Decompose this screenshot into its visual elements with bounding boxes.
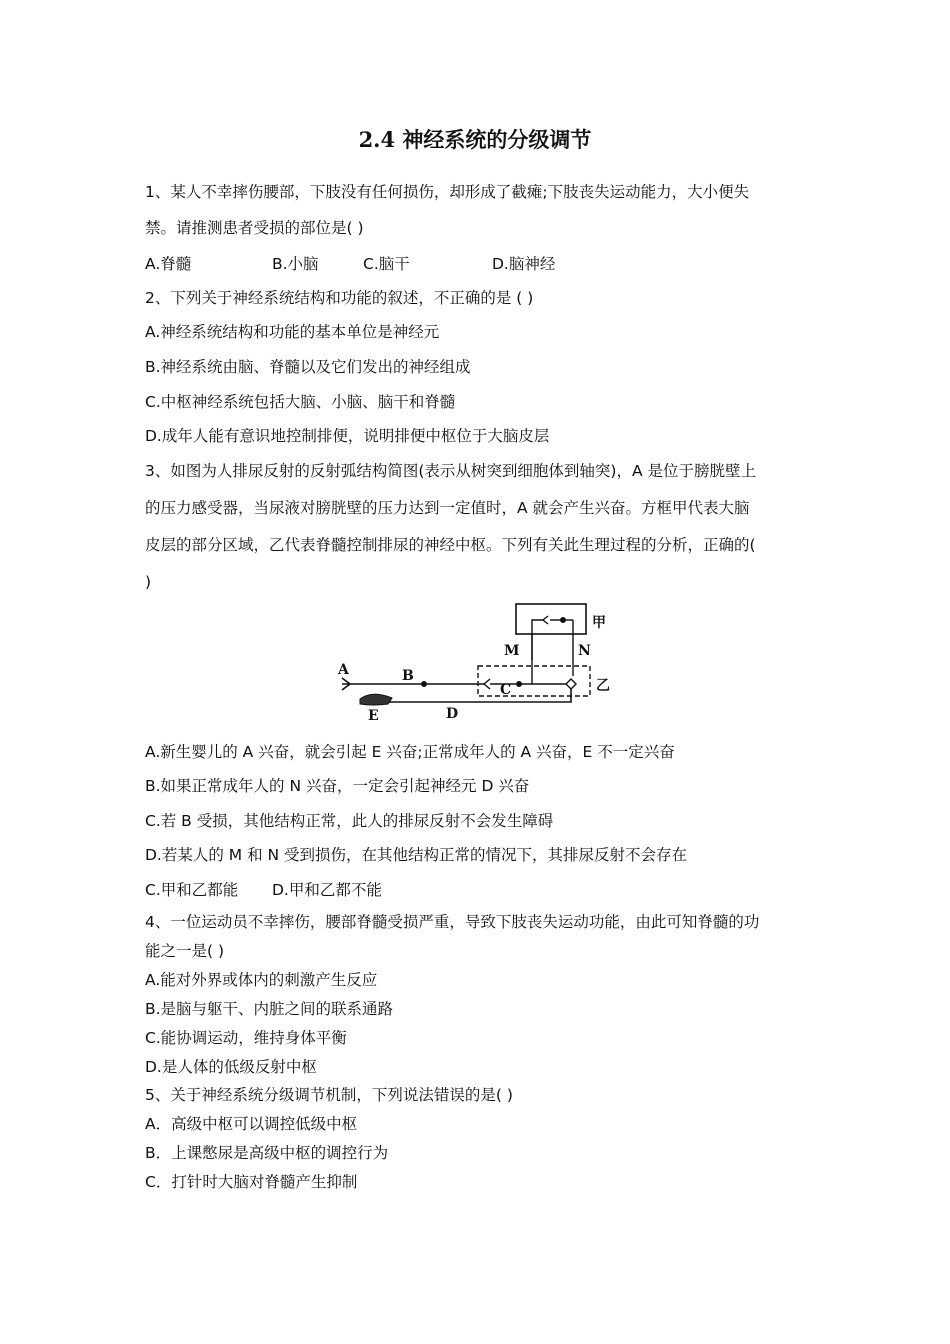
q5-stem: 5、关于神经系统分级调节机制，下列说法错误的是( ) [145,1086,513,1104]
box-jia [516,604,586,634]
label-e: E [368,708,379,724]
q2-option-b: B.神经系统由脑、脊髓以及它们发出的神经组成 [145,358,471,376]
q4-option-b: B.是脑与躯干、内脏之间的联系通路 [145,1000,394,1018]
q4-option-d: D.是人体的低级反射中枢 [145,1058,317,1076]
q2-stem: 2、下列关于神经系统结构和功能的叙述，不正确的是 ( ) [145,289,534,307]
label-jia: 甲 [592,615,606,631]
q1-option-c: C.脑干 [363,255,410,273]
q2-option-a: A.神经系统结构和功能的基本单位是神经元 [145,323,440,341]
synapse-c [484,679,490,689]
label-m: M [504,643,520,659]
q5-option-c: C．打针时大脑对脊髓产生抑制 [145,1173,358,1191]
label-n: N [578,643,591,659]
q3-stem-line1: 3、如图为人排尿反射的反射弧结构简图(表示从树突到细胞体到轴突)，A 是位于膀胱壁上 [145,462,756,480]
effector-e [360,694,392,705]
q3-option-c2: C.甲和乙都能 [145,881,239,899]
q3-stem-line4: ) [145,573,152,591]
q4-stem-line1: 4、一位运动员不幸摔伤，腰部脊髓受损严重，导致下肢丧失运动功能，由此可知脊髓的功 [145,913,760,931]
q3-stem-line2: 的压力感受器，当尿液对膀胱壁的压力达到一定值时，A 就会产生兴奋。方框甲代表大脑 [145,499,750,517]
q3-option-d2: D.甲和乙都不能 [272,881,382,899]
q3-option-c: C.若 B 受损，其他结构正常，此人的排尿反射不会发生障碍 [145,812,554,830]
q5-option-a: A．高级中枢可以调控低级中枢 [145,1115,358,1133]
neuron-m-top [532,620,544,660]
q1-option-a: A.脊髓 [145,255,192,273]
label-yi: 乙 [596,678,610,694]
q3-option-a: A.新生婴儿的 A 兴奋，就会引起 E 兴奋;正常成年人的 A 兴奋，E 不一定兴奋 [145,743,675,761]
label-c: C [500,682,512,698]
q1-stem-line2: 禁。请推测患者受损的部位是( ) [145,219,364,237]
label-b: B [402,668,414,684]
q3-stem-line3: 皮层的部分区域，乙代表脊髓控制排尿的神经中枢。下列有关此生理过程的分析，正确的( [145,536,756,554]
reflex-arc-diagram [330,598,630,728]
q1-option-d: D.脑神经 [492,255,556,273]
q1-option-b: B.小脑 [272,255,319,273]
synapse-efferent [566,679,576,689]
q4-option-a: A.能对外界或体内的刺激产生反应 [145,971,378,989]
cell-body-jia [560,617,566,623]
label-a: A [338,662,349,678]
cell-body-b [421,681,427,687]
page-title: 2.4 神经系统的分级调节 [358,127,592,152]
q4-stem-line2: 能之一是( ) [145,942,225,960]
q2-option-d: D.成年人能有意识地控制排便，说明排便中枢位于大脑皮层 [145,427,550,445]
label-d: D [446,706,459,722]
q2-option-c: C.中枢神经系统包括大脑、小脑、脑干和脊髓 [145,393,456,411]
q5-option-b: B．上课憋尿是高级中枢的调控行为 [145,1144,389,1162]
q4-option-c: C.能协调运动，维持身体平衡 [145,1029,347,1047]
q3-option-b: B.如果正常成年人的 N 兴奋，一定会引起神经元 D 兴奋 [145,777,530,795]
q1-stem-line1: 1、某人不幸摔伤腰部，下肢没有任何损伤，却形成了截瘫;下肢丧失运动能力，大小便失 [145,183,750,201]
synapse-jia-left [543,616,548,624]
q3-option-d: D.若某人的 M 和 N 受到损伤，在其他结构正常的情况下，其排尿反射不会存在 [145,846,688,864]
